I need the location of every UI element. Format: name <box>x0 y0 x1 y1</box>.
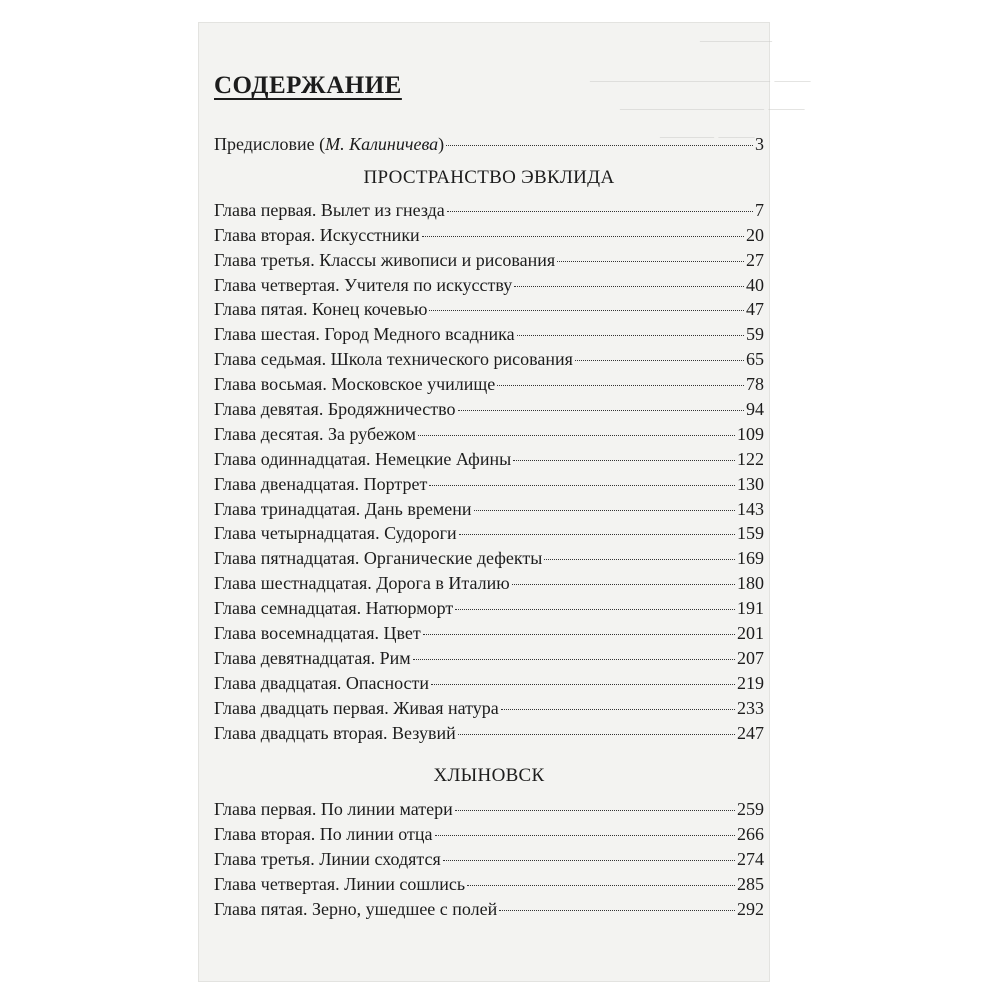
entry-page-number: 122 <box>737 448 764 469</box>
entry-page-number: 65 <box>746 349 764 370</box>
entry-page-number: 207 <box>737 647 764 668</box>
entry-page-number: 59 <box>746 324 764 345</box>
entry-page-number: 94 <box>746 399 764 420</box>
section-heading: ХЛЫНОВСК <box>433 765 545 787</box>
dot-leader <box>459 533 735 535</box>
entry-title: Глава первая. Вылет из гнезда <box>214 199 445 220</box>
entry-page-number: 247 <box>737 722 764 743</box>
section-heading: ПРОСТРАНСТВО ЭВКЛИДА <box>363 166 615 188</box>
entry-title: Глава десятая. За рубежом <box>214 423 416 444</box>
entry-title: Глава пятая. Конец кочевью <box>214 299 428 320</box>
entry-page-number: 169 <box>737 548 764 569</box>
entry-page-number: 7 <box>755 199 764 220</box>
entry-page-number: 285 <box>737 874 764 895</box>
entry-title: Глава девятнадцатая. Рим <box>214 647 411 668</box>
dot-leader <box>458 733 735 735</box>
entry-page-number: 266 <box>737 824 764 845</box>
dot-leader <box>443 859 735 861</box>
dot-leader <box>474 509 735 511</box>
show-through-text: ———— <box>700 30 772 50</box>
entry-title: Глава третья. Линии сходятся <box>214 849 441 870</box>
dot-leader <box>431 683 735 685</box>
entry-title: Глава седьмая. Школа технического рисования <box>214 349 573 370</box>
toc-entry <box>214 521 764 546</box>
entry-page-number: 40 <box>746 274 764 295</box>
table-of-contents <box>214 70 764 922</box>
toc-entry-preface <box>214 132 764 157</box>
page-title: СОДЕРЖАНИЕ <box>214 72 402 99</box>
toc-entry <box>214 596 764 621</box>
entry-page-number: 159 <box>737 523 764 544</box>
toc-entry <box>214 447 764 472</box>
dot-leader <box>513 459 735 461</box>
entry-title: Глава девятая. Бродяжничество <box>214 399 456 420</box>
toc-entry <box>214 422 764 447</box>
entry-page-number: 78 <box>746 374 764 395</box>
entry-page-number: 292 <box>737 899 764 920</box>
entry-page-number: 130 <box>737 473 764 494</box>
dot-leader <box>423 633 735 635</box>
toc-entry <box>214 696 764 721</box>
entry-page-number: 219 <box>737 672 764 693</box>
show-through-text: —————————— —— <box>590 70 811 90</box>
entry-title: Глава двадцать первая. Живая натура <box>214 697 499 718</box>
toc-entry <box>214 297 764 322</box>
entry-title: Глава семнадцатая. Натюрморт <box>214 598 454 619</box>
toc-entry <box>214 571 764 596</box>
entry-title: Глава третья. Классы живописи и рисования <box>214 249 556 270</box>
entry-title: Глава шестая. Город Медного всадника <box>214 324 515 345</box>
entry-page-number: 143 <box>737 498 764 519</box>
entry-title: Глава четвертая. Учителя по искусству <box>214 274 513 295</box>
entry-title: Глава восьмая. Московское училище <box>214 374 496 395</box>
toc-entry <box>214 223 764 248</box>
toc-entry <box>214 273 764 298</box>
dot-leader <box>544 558 735 560</box>
dot-leader <box>455 608 735 610</box>
toc-entry <box>214 472 764 497</box>
dot-leader <box>497 384 744 386</box>
dot-leader <box>413 658 735 660</box>
entry-page-number: 27 <box>746 249 764 270</box>
entry-page-number: 259 <box>737 799 764 820</box>
toc-entry <box>214 621 764 646</box>
toc-entry <box>214 872 764 897</box>
dot-leader <box>499 909 735 911</box>
toc-entry <box>214 847 764 872</box>
dot-leader <box>557 260 744 262</box>
entry-title: Глава первая. По линии матери <box>214 799 453 820</box>
dot-leader <box>501 708 735 710</box>
toc-sections <box>214 165 764 922</box>
entry-title: Глава пятнадцатая. Органические дефекты <box>214 548 543 569</box>
entry-title: Глава двадцатая. Опасности <box>214 672 430 693</box>
dot-leader <box>512 583 735 585</box>
toc-entry <box>214 646 764 671</box>
dot-leader <box>458 409 745 411</box>
dot-leader <box>575 359 744 361</box>
dot-leader <box>467 884 735 886</box>
dot-leader <box>429 309 744 311</box>
toc-entry <box>214 671 764 696</box>
entry-title: Глава четвертая. Линии сошлись <box>214 874 466 895</box>
entry-page-number: 20 <box>746 224 764 245</box>
dot-leader <box>447 210 753 212</box>
toc-entry <box>214 721 764 746</box>
entry-title: Глава четырнадцатая. Судороги <box>214 523 457 544</box>
entry-title: Глава одиннадцатая. Немецкие Афины <box>214 448 512 469</box>
toc-entry <box>214 897 764 922</box>
entry-title: Глава двенадцатая. Портрет <box>214 473 428 494</box>
toc-entry <box>214 546 764 571</box>
entry-title: Предисловие (М. Калиничева) <box>214 134 445 154</box>
dot-leader <box>429 484 735 486</box>
entry-page-number: 3 <box>755 134 764 154</box>
entry-page-number: 201 <box>737 623 764 644</box>
entry-title: Глава вторая. Искусстники <box>214 224 420 245</box>
dot-leader <box>435 834 736 836</box>
toc-entry <box>214 397 764 422</box>
entry-title: Глава шестнадцатая. Дорога в Италию <box>214 573 510 594</box>
entry-page-number: 180 <box>737 573 764 594</box>
show-through-text: ———————— —— <box>620 98 805 118</box>
toc-entry <box>214 347 764 372</box>
toc-entry <box>214 198 764 223</box>
toc-entry <box>214 497 764 522</box>
toc-entry <box>214 372 764 397</box>
dot-leader <box>455 809 735 811</box>
dot-leader <box>422 235 744 237</box>
toc-entry <box>214 322 764 347</box>
entry-title: Глава двадцать вторая. Везувий <box>214 722 456 743</box>
toc-entry <box>214 822 764 847</box>
entry-page-number: 109 <box>737 423 764 444</box>
entry-title: Глава пятая. Зерно, ушедшее с полей <box>214 899 498 920</box>
dot-leader <box>418 434 735 436</box>
entry-title: Глава тринадцатая. Дань времени <box>214 498 472 519</box>
toc-entry <box>214 797 764 822</box>
toc-entry <box>214 248 764 273</box>
dot-leader <box>446 144 753 146</box>
entry-page-number: 47 <box>746 299 764 320</box>
entry-page-number: 274 <box>737 849 764 870</box>
show-through-text: ——— —— <box>660 126 755 146</box>
entry-title: Глава восемнадцатая. Цвет <box>214 623 421 644</box>
dot-leader <box>517 334 744 336</box>
dot-leader <box>514 285 744 287</box>
entry-title: Глава вторая. По линии отца <box>214 824 433 845</box>
entry-page-number: 233 <box>737 697 764 718</box>
entry-page-number: 191 <box>737 598 764 619</box>
